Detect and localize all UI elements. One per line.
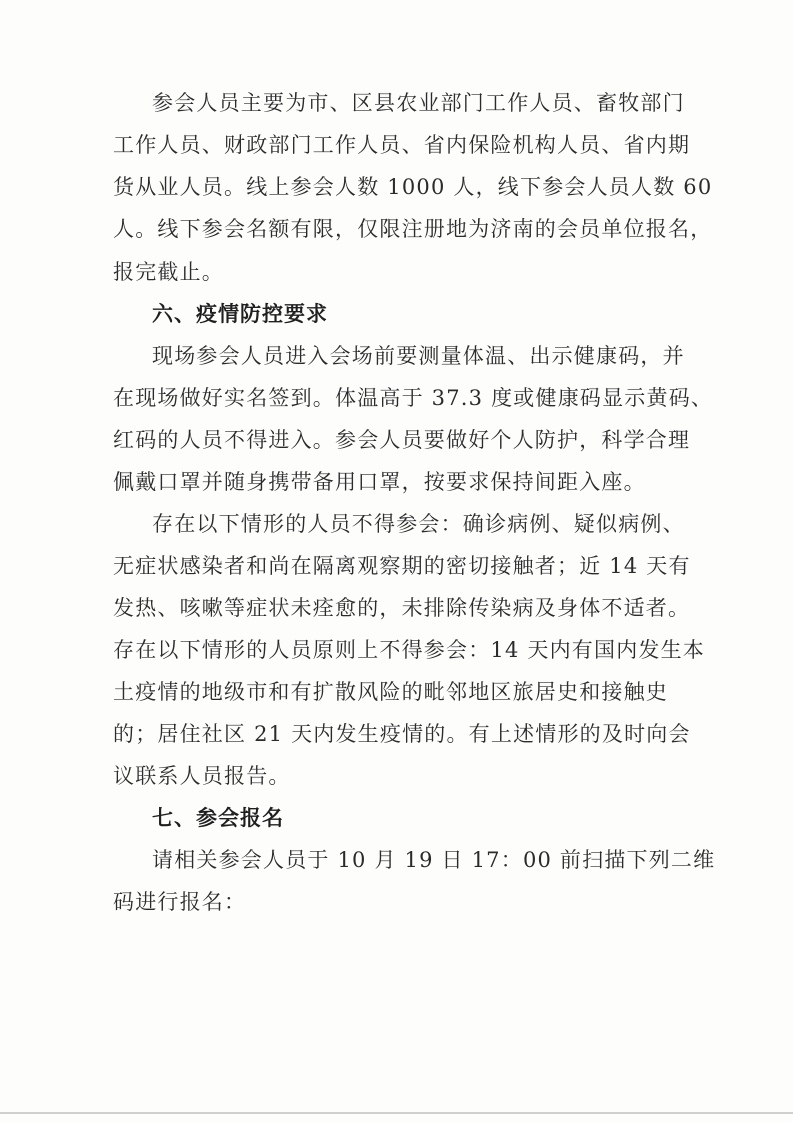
scan-edge-line: [0, 1112, 793, 1114]
paragraph-1-line-3: 货从业人员。线上参会人数 1000 人，线下参会人员人数 60: [113, 175, 713, 199]
section-heading-epidemic-prevention: 六、疫情防控要求: [152, 302, 328, 326]
paragraph-3-line-2: 无症状感染者和尚在隔离观察期的密切接触者；近 14 天有: [113, 554, 691, 578]
paragraph-2-line-1: 现场参会人员进入会场前要测量体温、出示健康码，并: [152, 344, 685, 368]
paragraph-2-line-3: 红码的人员不得进入。参会人员要做好个人防护，科学合理: [113, 428, 691, 452]
paragraph-4-line-1: 请相关参会人员于 10 月 19 日 17：00 前扫描下列二维: [152, 848, 716, 872]
paragraph-3-line-4: 存在以下情形的人员原则上不得参会：14 天内有国内发生本: [113, 638, 705, 662]
paragraph-4-line-2: 码进行报名：: [113, 890, 247, 914]
paragraph-3-line-3: 发热、咳嗽等症状未痊愈的，未排除传染病及身体不适者。: [113, 596, 691, 620]
paragraph-3-line-1: 存在以下情形的人员不得参会：确诊病例、疑似病例、: [152, 512, 685, 536]
paragraph-3-line-7: 议联系人员报告。: [113, 764, 291, 788]
paragraph-3-line-6: 的；居住社区 21 天内发生疫情的。有上述情形的及时向会: [113, 722, 691, 746]
paragraph-1-line-2: 工作人员、财政部门工作人员、省内保险机构人员、省内期: [113, 133, 691, 157]
paragraph-2-line-2: 在现场做好实名签到。体温高于 37.3 度或健康码显示黄码、: [113, 386, 714, 410]
paragraph-1-line-5: 报完截止。: [113, 260, 224, 284]
paragraph-3-line-5: 土疫情的地级市和有扩散风险的毗邻地区旅居史和接触史: [113, 680, 668, 704]
paragraph-1-line-1: 参会人员主要为市、区县农业部门工作人员、畜牧部门: [152, 91, 685, 115]
section-heading-registration: 七、参会报名: [152, 806, 284, 830]
paragraph-1-line-4: 人。线下参会名额有限，仅限注册地为济南的会员单位报名，: [113, 217, 713, 241]
paragraph-2-line-4: 佩戴口罩并随身携带备用口罩，按要求保持间距入座。: [113, 470, 646, 494]
